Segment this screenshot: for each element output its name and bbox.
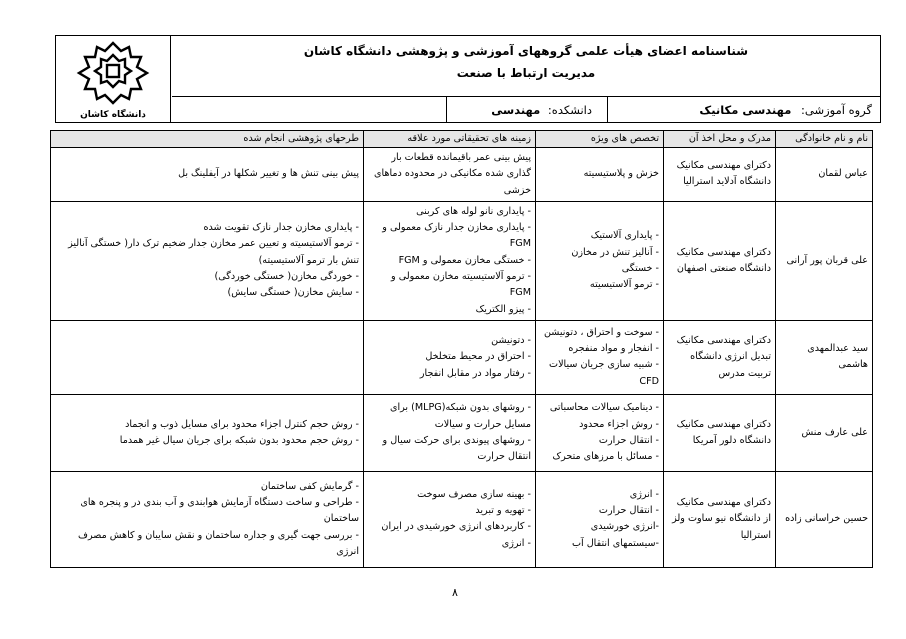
group-field <box>691 97 880 123</box>
table-row <box>51 471 873 567</box>
list-item: - روشهای پیوندی برای حرکت سیال و انتقال حرارت <box>382 434 531 463</box>
list-item: - گرمایش کفی ساختمان <box>260 480 359 492</box>
list-item: - دتونیشن <box>491 335 531 347</box>
member-projects <box>51 394 364 471</box>
university-logo <box>55 35 171 123</box>
list-item: - بررسی جهت گیری و جداره ساختمان و نقش سایبان و کاهش مصرف انرژی <box>78 529 359 557</box>
member-interests <box>364 148 536 202</box>
group-value: مهندسی مکانیک <box>699 103 792 117</box>
member-degree: دکترای مهندسی مکانیک دانشگاه صنعتی اصفهان <box>664 201 776 320</box>
col-header-degree: مدرک و محل اخذ آن <box>664 131 776 148</box>
group-label: گروه آموزشی: <box>801 103 872 117</box>
page-title <box>172 40 880 84</box>
list-item: - پایداری نانو لوله های کربنی <box>416 205 531 217</box>
list-item: - انرژی <box>501 537 531 549</box>
list-item: - آنالیز تنش در مخازن <box>571 246 659 258</box>
list-item: -سیستمهای انتقال آب <box>571 537 659 549</box>
member-interests <box>364 471 536 567</box>
list-item: - انفجار و مواد منفجره <box>568 343 659 355</box>
table-row <box>51 320 873 394</box>
list-item: - تهویه و تبرید <box>475 505 531 517</box>
title-line-1: شناسنامه اعضای هیأت علمی گروههای آموزشی و پژوهشی دانشگاه کاشان <box>303 44 749 58</box>
member-degree: دکترای مهندسی مکانیک دانشگاه دلور آمریکا <box>664 394 776 471</box>
list-item: - ترمو آلاستیسیته <box>589 279 659 291</box>
list-item: - پیزو الکتریک <box>475 303 531 315</box>
member-name: علی قربان پور آرانی <box>776 201 873 320</box>
list-item: - روش حجم محدود بدون شبکه برای جریان سیال غیر همدما <box>119 434 359 446</box>
list-item: - احتراق در محیط متخلخل <box>425 351 531 363</box>
list-item: - دینامیک سیالات محاسباتی <box>549 402 659 414</box>
header-info-row <box>172 96 880 123</box>
list-item: - سوخت و احتراق ، دتونیشن <box>543 326 659 338</box>
list-item: - روشهای بدون شبکه(MLPG) برای مسایل حرارت و سیالات <box>389 402 531 430</box>
list-item: -انرژی خورشیدی <box>590 521 659 533</box>
list-item: - روش حجم کنترل اجزاء محدود برای مسایل ذوب و انجماد <box>125 418 359 430</box>
member-name: سید عبدالمهدی هاشمی <box>776 320 873 394</box>
list-item: پیش بینی عمر باقیمانده قطعات بار گذاری شده مکانیکی در محدوده دماهای خزشی <box>373 152 531 196</box>
logo-emblem-icon <box>55 35 171 123</box>
member-specialties <box>536 148 664 202</box>
table-header-row <box>51 131 873 148</box>
list-item: - انتقال حرارت <box>598 505 659 517</box>
list-item: - پایداری مخازن جدار نازک تقویت شده <box>203 222 359 234</box>
list-item: - بهینه سازی مصرف سوخت <box>417 488 531 500</box>
member-specialties <box>536 320 664 394</box>
page-number: ۸ <box>452 586 458 599</box>
list-item: - طراحی و ساخت دستگاه آزمایش هوابندی و آب بندی در و پنجره های ساختمان <box>80 497 359 525</box>
member-projects <box>51 320 364 394</box>
list-item: - روش اجزاء محدود <box>579 418 659 430</box>
list-item: - رفتار مواد در مقابل انفجار <box>419 367 531 379</box>
member-specialties <box>536 471 664 567</box>
list-item: - انرژی <box>629 488 659 500</box>
list-item: - ترمو آلاستیسیته و تعیین عمر مخازن جدار ضخیم ترک دار( خستگی آنالیز تنش بار ترمو آلاستیسیته) <box>68 238 359 266</box>
faculty-table <box>50 130 873 568</box>
table-row <box>51 148 873 202</box>
col-header-specialties: تخصص های ویژه <box>536 131 664 148</box>
col-header-interests: زمینه های تحقیقاتی مورد علاقه <box>364 131 536 148</box>
list-item: - شبیه سازی جریان سیالات CFD <box>549 359 659 387</box>
col-header-name: نام و نام خانوادگی <box>776 131 873 148</box>
member-projects <box>51 148 364 202</box>
list-item: - پایداری مخازن جدار نازک معمولی و FGM <box>382 222 531 250</box>
list-item: - سایش مخازن( خستگی سایش) <box>227 287 359 299</box>
table-row <box>51 201 873 320</box>
table-row <box>51 394 873 471</box>
logo-caption: دانشگاه کاشان <box>80 110 146 120</box>
member-projects <box>51 201 364 320</box>
list-item: - خوردگی مخازن( خستگی خوردگی) <box>214 271 359 283</box>
list-item: خزش و پلاستیسیته <box>583 168 659 180</box>
member-degree: دکترای مهندسی مکانیک دانشگاه آدلاید استرالیا <box>664 148 776 202</box>
list-item: - انتقال حرارت <box>598 434 659 446</box>
list-item: - ترمو آلاستیسیته مخازن معمولی و FGM <box>391 271 531 299</box>
member-name: علی عارف منش <box>776 394 873 471</box>
member-degree: دکترای مهندسی مکانیک تبدیل انرژی دانشگاه تربیت مدرس <box>664 320 776 394</box>
list-item: پیش بینی تنش ها و تغییر شکلها در آیفلینگ بل <box>178 168 359 180</box>
faculty-label: دانشکده: <box>547 103 592 117</box>
list-item: - مسائل با مرزهای متحرک <box>552 451 659 463</box>
member-interests <box>364 320 536 394</box>
col-header-projects: طرحهای پژوهشی انجام شده <box>51 131 364 148</box>
member-name: عباس لقمان <box>776 148 873 202</box>
member-specialties <box>536 201 664 320</box>
member-projects <box>51 471 364 567</box>
faculty-value: مهندسی <box>491 103 541 117</box>
list-item: - پایداری آلاستیک <box>590 230 659 242</box>
member-interests <box>364 201 536 320</box>
list-item: - خستگی <box>621 262 659 274</box>
member-name: حسین خراسانی زاده <box>776 471 873 567</box>
list-item: - کاربردهای انرژی خورشیدی در ایران <box>381 521 531 533</box>
member-interests <box>364 394 536 471</box>
title-line-2: مدیریت ارتباط با صنعت <box>456 66 596 80</box>
list-item: - خستگی مخازن معمولی و FGM <box>398 254 531 266</box>
member-specialties <box>536 394 664 471</box>
faculty-field <box>483 97 600 123</box>
member-degree: دکترای مهندسی مکانیک از دانشگاه نیو ساوت ولز استرالیا <box>664 471 776 567</box>
